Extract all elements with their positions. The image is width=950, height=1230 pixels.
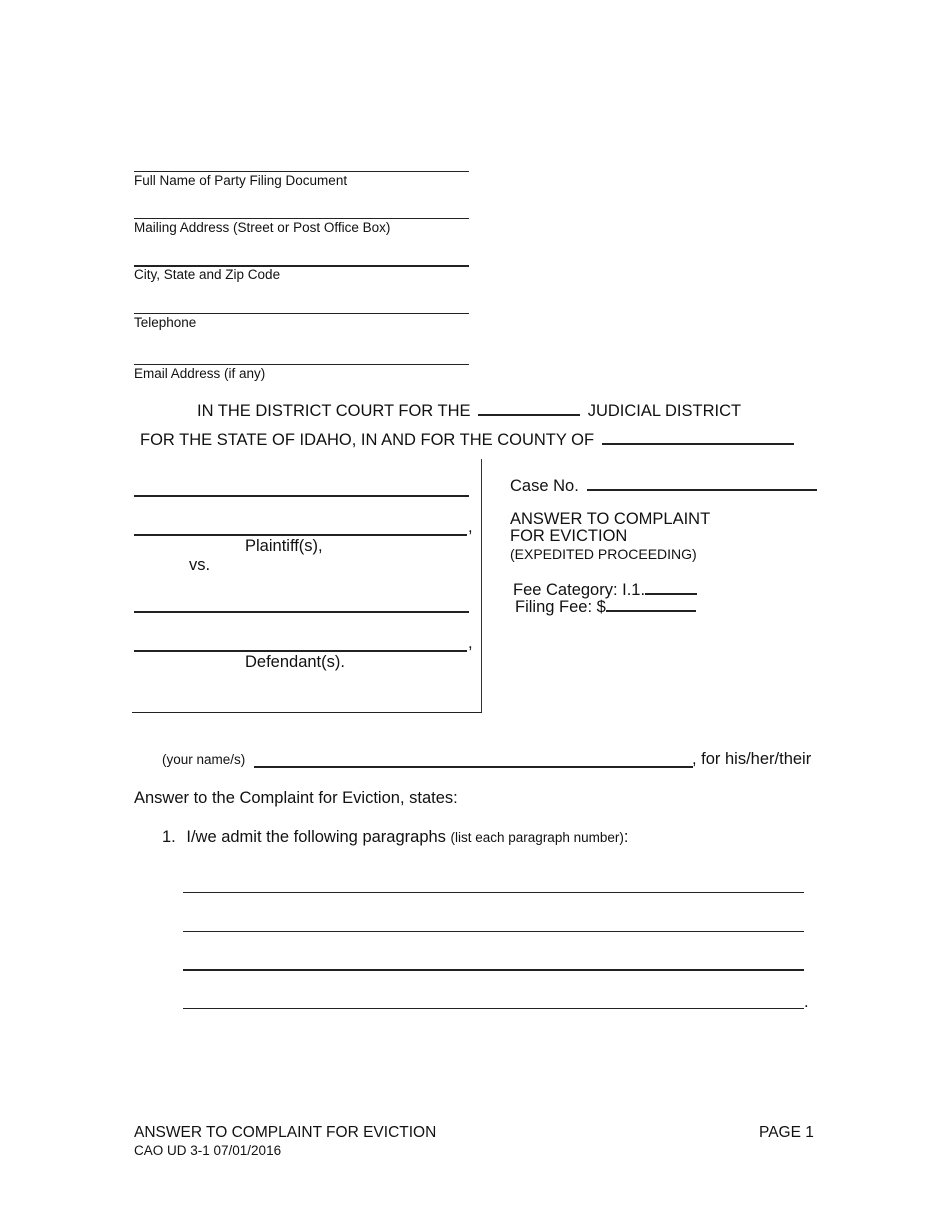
item-1-hint: (list each paragraph number) bbox=[450, 830, 624, 845]
admit-line-4[interactable] bbox=[183, 1008, 804, 1009]
caption-divider bbox=[481, 459, 482, 713]
case-number-blank[interactable] bbox=[587, 475, 817, 491]
full-name-line[interactable] bbox=[134, 171, 469, 172]
admit-line-2[interactable] bbox=[183, 931, 804, 932]
admit-line-3[interactable] bbox=[183, 969, 804, 971]
admit-line-1[interactable] bbox=[183, 892, 804, 893]
document-subtitle: (EXPEDITED PROCEEDING) bbox=[510, 546, 697, 562]
court-header-suffix: JUDICIAL DISTRICT bbox=[587, 402, 742, 420]
court-header-line1 bbox=[197, 400, 741, 421]
defendant-line-2[interactable] bbox=[134, 650, 467, 652]
filing-fee-blank[interactable] bbox=[606, 596, 696, 612]
plaintiff-label: Plaintiff(s), bbox=[245, 537, 323, 555]
plaintiff-line-1[interactable] bbox=[134, 495, 469, 497]
county-blank[interactable] bbox=[602, 429, 794, 445]
footer-form-code: CAO UD 3-1 07/01/2016 bbox=[134, 1143, 282, 1158]
telephone-line[interactable] bbox=[134, 313, 469, 314]
document-title-line1: ANSWER TO COMPLAINT bbox=[510, 510, 711, 528]
footer-page-number: PAGE 1 bbox=[759, 1124, 814, 1141]
filing-fee-row bbox=[515, 596, 696, 617]
fee-category-label: Fee Category: I.1. bbox=[513, 581, 646, 599]
caption-bottom-border bbox=[132, 712, 482, 713]
court-header-line2 bbox=[140, 429, 794, 450]
defendant-label: Defendant(s). bbox=[245, 653, 345, 671]
fee-category-blank[interactable] bbox=[645, 579, 697, 595]
email-label: Email Address (if any) bbox=[134, 366, 266, 381]
plaintiff-line-2[interactable] bbox=[134, 534, 467, 536]
email-line[interactable] bbox=[134, 364, 469, 365]
telephone-label: Telephone bbox=[134, 315, 197, 330]
case-number-label: Case No. bbox=[510, 477, 579, 495]
city-state-zip-label: City, State and Zip Code bbox=[134, 267, 281, 282]
county-prefix: FOR THE STATE OF IDAHO, IN AND FOR THE COUNTY OF bbox=[140, 431, 595, 449]
case-number-row bbox=[510, 475, 817, 496]
defendant-line-1[interactable] bbox=[134, 611, 469, 613]
vs-label: vs. bbox=[189, 556, 211, 574]
item-1-text: I/we admit the following paragraphs bbox=[186, 828, 446, 846]
mailing-address-line[interactable] bbox=[134, 218, 469, 219]
judicial-district-blank[interactable] bbox=[478, 400, 580, 416]
plaintiff-comma: , bbox=[468, 518, 473, 536]
filing-fee-label: Filing Fee: $ bbox=[515, 598, 606, 616]
your-names-line[interactable] bbox=[254, 766, 693, 768]
court-header-prefix: IN THE DISTRICT COURT FOR THE bbox=[197, 402, 471, 420]
item-1-colon: : bbox=[623, 828, 629, 846]
defendant-comma: , bbox=[468, 634, 473, 652]
document-title-line2: FOR EVICTION bbox=[510, 527, 628, 545]
answer-intro: Answer to the Complaint for Eviction, states: bbox=[134, 789, 458, 807]
admit-end-period: . bbox=[804, 993, 809, 1011]
full-name-label: Full Name of Party Filing Document bbox=[134, 173, 348, 188]
item-1 bbox=[162, 828, 628, 847]
your-names-label: (your name/s) bbox=[162, 752, 246, 767]
item-1-number: 1. bbox=[162, 828, 176, 846]
mailing-address-label: Mailing Address (Street or Post Office Box) bbox=[134, 220, 391, 235]
footer-doc-title: ANSWER TO COMPLAINT FOR EVICTION bbox=[134, 1124, 437, 1141]
for-his-her-their: , for his/her/their bbox=[692, 750, 812, 768]
